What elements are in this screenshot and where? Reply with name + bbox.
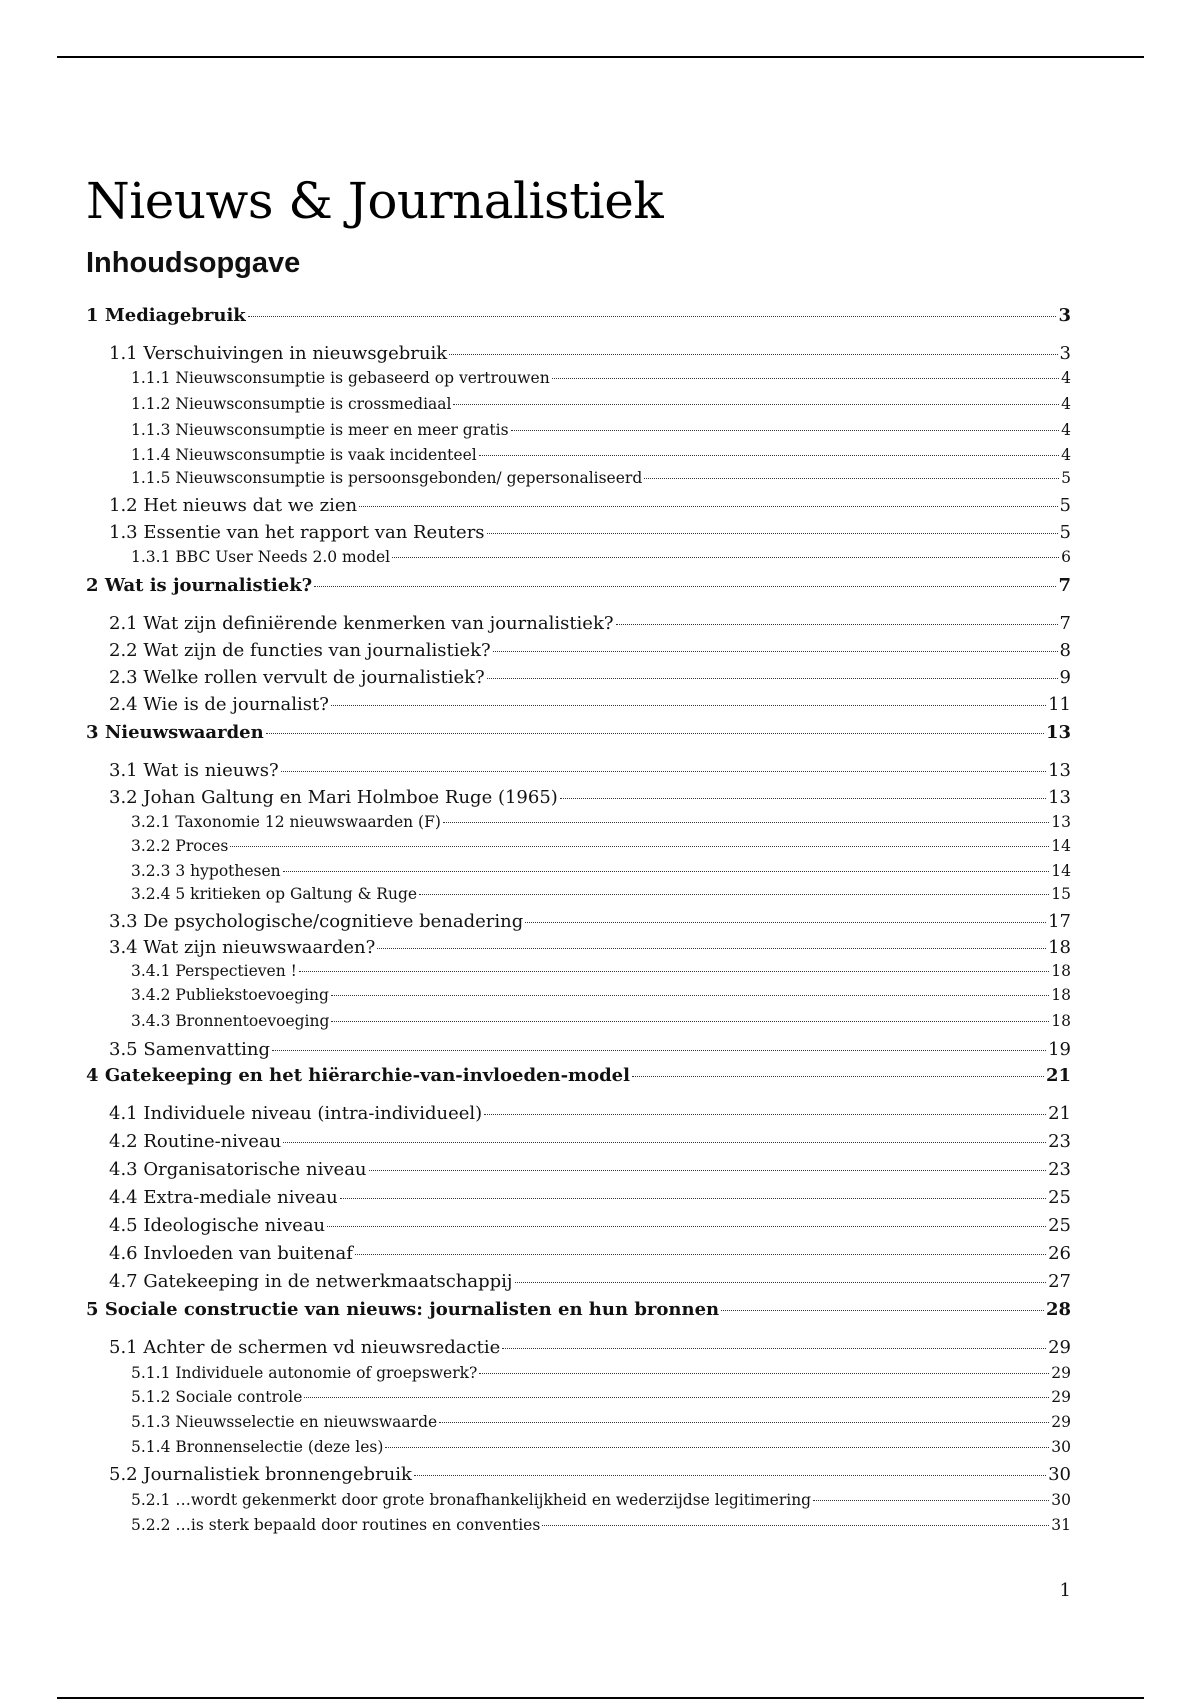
- toc-entry-text: Bronnenselectie (deze les): [175, 1438, 384, 1456]
- toc-entry-page: 21: [1048, 1103, 1071, 1124]
- toc-entry-page: 29: [1048, 1337, 1071, 1358]
- toc-entry[interactable]: [109, 1103, 1071, 1124]
- toc-entry-label: [131, 813, 441, 831]
- toc-entry-label: [109, 1243, 353, 1264]
- toc-entry-page: 7: [1059, 613, 1071, 634]
- toc-entry[interactable]: [109, 522, 1071, 543]
- toc-entry[interactable]: [131, 885, 1071, 903]
- toc-entry-label: [131, 986, 329, 1004]
- toc-entry-number: 2.4: [109, 694, 138, 715]
- toc-entry[interactable]: [131, 395, 1071, 413]
- toc-entry-label: [131, 421, 509, 439]
- toc-dot-leader: [525, 922, 1046, 923]
- toc-entry-label: [131, 548, 390, 566]
- toc-entry-number: 5.2.2: [131, 1516, 171, 1534]
- toc-entry-label: [109, 1271, 513, 1292]
- toc-entry-page: 21: [1045, 1065, 1071, 1086]
- toc-entry-text: Wat is journalistiek?: [104, 575, 313, 596]
- toc-entry[interactable]: [131, 469, 1071, 487]
- toc-dot-leader: [552, 378, 1059, 379]
- toc-entry-label: [109, 613, 614, 634]
- toc-entry-number: 5: [86, 1299, 99, 1320]
- toc-entry[interactable]: [131, 1516, 1071, 1534]
- page-number: 1: [1059, 1580, 1071, 1601]
- toc-entry-page: 29: [1051, 1388, 1071, 1406]
- toc-entry-number: 2.3: [109, 667, 138, 688]
- toc-entry-number: 4.6: [109, 1243, 138, 1264]
- toc-entry-number: 3: [86, 722, 99, 743]
- toc-entry-page: 29: [1051, 1413, 1071, 1431]
- toc-entry-text: Sociale constructie van nieuws: journalisten en hun bronnen: [104, 1299, 720, 1320]
- toc-entry-text: Wat is nieuws?: [143, 760, 279, 781]
- toc-entry-page: 5: [1059, 495, 1071, 516]
- toc-entry-text: Gatekeeping in de netwerkmaatschappij: [143, 1271, 513, 1292]
- toc-entry-text: Wat zijn definiërende kenmerken van journalistiek?: [143, 613, 614, 634]
- toc-entry-text: Wat zijn de functies van journalistiek?: [143, 640, 491, 661]
- toc-entry-number: 5.1.4: [131, 1438, 171, 1456]
- toc-entry-number: 1.3: [109, 522, 138, 543]
- toc-entry-text: Routine-niveau: [143, 1131, 282, 1152]
- toc-entry-label: [109, 1039, 270, 1060]
- toc-entry-label: [86, 575, 312, 596]
- toc-entry-page: 3: [1059, 343, 1071, 364]
- toc-entry-text: Proces: [175, 837, 229, 855]
- toc-dot-leader: [443, 822, 1049, 823]
- toc-entry-page: 31: [1051, 1516, 1071, 1534]
- toc-entry-text: BBC User Needs 2.0 model: [175, 548, 391, 566]
- toc-entry-number: 5.2.1: [131, 1491, 171, 1509]
- toc-entry-page: 26: [1048, 1243, 1071, 1264]
- toc-entry-number: 4.3: [109, 1159, 138, 1180]
- footer-rule: [57, 1697, 1144, 1699]
- toc-entry-text: Nieuwsconsumptie is crossmediaal: [175, 395, 452, 413]
- toc-entry-text: Wie is de journalist?: [143, 694, 329, 715]
- toc-entry[interactable]: [109, 911, 1071, 932]
- toc-dot-leader: [340, 1198, 1046, 1199]
- toc-dot-leader: [453, 404, 1059, 405]
- toc-entry-label: [109, 1159, 367, 1180]
- toc-entry-number: 4.7: [109, 1271, 138, 1292]
- toc-entry-page: 30: [1051, 1438, 1071, 1456]
- toc-entry[interactable]: [109, 787, 1071, 808]
- toc-dot-leader: [449, 354, 1057, 355]
- toc-dot-leader: [511, 430, 1060, 431]
- toc-entry-page: 13: [1048, 760, 1071, 781]
- toc-entry[interactable]: [109, 1215, 1071, 1236]
- toc-entry-page: 14: [1051, 837, 1071, 855]
- toc-entry-number: 4.4: [109, 1187, 138, 1208]
- toc-entry-page: 3: [1058, 305, 1071, 326]
- toc-entry-label: [109, 911, 523, 932]
- toc-entry[interactable]: [109, 640, 1071, 661]
- toc-entry-page: 5: [1059, 522, 1071, 543]
- toc-entry-page: 13: [1045, 722, 1071, 743]
- toc-entry-label: [109, 694, 329, 715]
- toc-entry-text: Nieuwswaarden: [104, 722, 264, 743]
- toc-entry-page: 19: [1048, 1039, 1071, 1060]
- toc-entry-label: [109, 667, 485, 688]
- toc-entry[interactable]: [131, 1388, 1071, 1406]
- toc-entry-label: [109, 1131, 281, 1152]
- toc-entry[interactable]: [109, 1464, 1071, 1485]
- toc-dot-leader: [283, 871, 1050, 872]
- toc-entry[interactable]: [109, 495, 1071, 516]
- toc-entry[interactable]: [109, 1131, 1071, 1152]
- header-rule: [57, 56, 1144, 58]
- toc-entry-number: 5.2: [109, 1464, 138, 1485]
- toc-entry-number: 3.2.2: [131, 837, 171, 855]
- toc-entry[interactable]: [109, 1159, 1071, 1180]
- toc-entry-label: [131, 1388, 302, 1406]
- toc-entry-label: [86, 1065, 630, 1086]
- toc-entry-label: [131, 1413, 437, 1431]
- toc-dot-leader: [419, 894, 1049, 895]
- toc-entry-page: 14: [1051, 862, 1071, 880]
- toc-entry-text: Nieuwsconsumptie is gebaseerd op vertrouwen: [175, 369, 550, 387]
- toc-entry-number: 4.1: [109, 1103, 138, 1124]
- toc-entry-number: 5.1: [109, 1337, 138, 1358]
- toc-entry-text: Bronnentoevoeging: [175, 1012, 330, 1030]
- toc-entry-text: Journalistiek bronnengebruik: [143, 1464, 412, 1485]
- toc-dot-leader: [359, 506, 1057, 507]
- toc-entry[interactable]: [131, 1012, 1071, 1030]
- toc-entry-label: [131, 446, 477, 464]
- toc-entry-number: 1: [86, 305, 99, 326]
- toc-entry-page: 4: [1061, 369, 1071, 387]
- toc-entry-page: 6: [1061, 548, 1071, 566]
- document-title: Nieuws & Journalistiek: [86, 172, 664, 230]
- toc-dot-leader: [515, 1282, 1047, 1283]
- toc-entry[interactable]: [109, 1187, 1071, 1208]
- toc-entry-number: 1.2: [109, 495, 138, 516]
- toc-entry-text: De psychologische/cognitieve benadering: [143, 911, 524, 932]
- toc-entry[interactable]: [109, 667, 1071, 688]
- toc-entry[interactable]: [131, 837, 1071, 855]
- toc-entry-label: [109, 787, 558, 808]
- toc-entry-number: 5.1.3: [131, 1413, 171, 1431]
- toc-entry[interactable]: [131, 1491, 1071, 1509]
- toc-entry-number: 4.2: [109, 1131, 138, 1152]
- toc-entry[interactable]: [131, 369, 1071, 387]
- toc-entry-text: Verschuivingen in nieuwsgebruik: [143, 343, 448, 364]
- toc-dot-leader: [487, 533, 1058, 534]
- toc-entry-label: [109, 760, 279, 781]
- toc-entry-text: Ideologische niveau: [143, 1215, 326, 1236]
- toc-entry[interactable]: [131, 986, 1071, 1004]
- toc-entry-text: Welke rollen vervult de journalistiek?: [143, 667, 485, 688]
- toc-entry-page: 13: [1051, 813, 1071, 831]
- toc-entry-label: [131, 862, 281, 880]
- toc-entry[interactable]: [131, 813, 1071, 831]
- toc-entry-label: [109, 522, 485, 543]
- toc-entry-text: 3 hypothesen: [175, 862, 281, 880]
- toc-entry-text: Samenvatting: [143, 1039, 270, 1060]
- toc-dot-leader: [369, 1170, 1047, 1171]
- toc-entry-page: 7: [1058, 575, 1071, 596]
- toc-entry-page: 18: [1048, 937, 1071, 958]
- toc-entry-number: 3.2: [109, 787, 138, 808]
- toc-entry-label: [86, 722, 264, 743]
- toc-entry-page: 28: [1045, 1299, 1071, 1320]
- toc-entry-label: [86, 1299, 719, 1320]
- toc-entry-text: Mediagebruik: [104, 305, 246, 326]
- toc-entry-page: 30: [1051, 1491, 1071, 1509]
- toc-entry-text: …is sterk bepaald door routines en conventies: [175, 1516, 541, 1534]
- toc-entry-label: [131, 837, 228, 855]
- toc-entry-page: 13: [1048, 787, 1071, 808]
- toc-entry-number: 3.1: [109, 760, 138, 781]
- toc-entry-label: [109, 937, 375, 958]
- toc-dot-leader: [813, 1500, 1049, 1501]
- toc-entry-text: Organisatorische niveau: [143, 1159, 367, 1180]
- toc-entry-page: 11: [1048, 694, 1071, 715]
- toc-entry-number: 2.1: [109, 613, 138, 634]
- toc-dot-leader: [493, 651, 1058, 652]
- toc-entry-number: 1.1.5: [131, 469, 171, 487]
- toc-entry[interactable]: [131, 446, 1071, 464]
- toc-entry-page: 18: [1051, 986, 1071, 1004]
- toc-entry[interactable]: [109, 1243, 1071, 1264]
- toc-entry-label: [86, 305, 246, 326]
- toc-dot-leader: [479, 455, 1059, 456]
- toc-entry[interactable]: [109, 613, 1071, 634]
- toc-entry-page: 4: [1061, 446, 1071, 464]
- toc-entry-text: Individuele niveau (intra-individueel): [143, 1103, 483, 1124]
- toc-entry[interactable]: [86, 575, 1071, 596]
- toc-entry-number: 2.2: [109, 640, 138, 661]
- document-page: [86, 165, 1071, 1534]
- toc-entry[interactable]: [109, 694, 1071, 715]
- toc-entry-label: [109, 343, 447, 364]
- toc-dot-leader: [327, 1226, 1046, 1227]
- toc-entry-text: Extra-mediale niveau: [143, 1187, 338, 1208]
- toc-entry-label: [109, 1337, 500, 1358]
- toc-entry-page: 8: [1059, 640, 1071, 661]
- toc-entry-label: [131, 885, 417, 903]
- toc-entry-number: 1.3.1: [131, 548, 171, 566]
- toc-entry-page: 5: [1061, 469, 1071, 487]
- toc-entry-text: Gatekeeping en het hiërarchie-van-invloeden-model: [104, 1065, 630, 1086]
- toc-dot-leader: [355, 1254, 1046, 1255]
- toc-dot-leader: [272, 1050, 1046, 1051]
- toc-dot-leader: [281, 771, 1046, 772]
- toc-dot-leader: [314, 586, 1056, 587]
- toc-dot-leader: [331, 705, 1046, 706]
- toc-entry-number: 3.2.4: [131, 885, 171, 903]
- toc-entry-number: 1.1.4: [131, 446, 171, 464]
- toc-entry[interactable]: [86, 722, 1071, 743]
- toc-entry-text: Nieuwsconsumptie is vaak incidenteel: [175, 446, 477, 464]
- toc-entry-label: [131, 395, 451, 413]
- toc-dot-leader: [230, 846, 1049, 847]
- toc-entry-page: 29: [1051, 1364, 1071, 1382]
- toc-entry-page: 15: [1051, 885, 1071, 903]
- toc-entry-text: Wat zijn nieuwswaarden?: [143, 937, 376, 958]
- toc-entry[interactable]: [86, 1065, 1071, 1086]
- toc-entry-page: 25: [1048, 1215, 1071, 1236]
- toc-dot-leader: [266, 733, 1044, 734]
- toc-dot-leader: [502, 1348, 1046, 1349]
- toc-dot-leader: [385, 1447, 1049, 1448]
- toc-entry-number: 3.4.3: [131, 1012, 171, 1030]
- toc-dot-leader: [487, 678, 1058, 679]
- toc-dot-leader: [644, 478, 1059, 479]
- toc-entry-page: 25: [1048, 1187, 1071, 1208]
- toc-entry[interactable]: [109, 1271, 1071, 1292]
- toc-entry-page: 27: [1048, 1271, 1071, 1292]
- toc-dot-leader: [331, 995, 1049, 996]
- toc-dot-leader: [283, 1142, 1046, 1143]
- toc-entry-number: 3.2.1: [131, 813, 171, 831]
- toc-entry-text: …wordt gekenmerkt door grote bronafhankelijkheid en wederzijdse legitimering: [175, 1491, 812, 1509]
- toc-dot-leader: [632, 1076, 1044, 1077]
- toc-entry-label: [109, 495, 357, 516]
- toc-entry-page: 18: [1051, 1012, 1071, 1030]
- toc-entry-text: Sociale controle: [175, 1388, 303, 1406]
- toc-entry[interactable]: [86, 305, 1071, 326]
- toc-entry[interactable]: [131, 421, 1071, 439]
- toc-entry-text: 5 kritieken op Galtung & Ruge: [175, 885, 418, 903]
- toc-entry-number: 3.5: [109, 1039, 138, 1060]
- toc-entry-number: 1.1.1: [131, 369, 171, 387]
- toc-entry-number: 2: [86, 575, 99, 596]
- toc-entry-label: [131, 1491, 811, 1509]
- toc-entry-page: 9: [1059, 667, 1071, 688]
- toc-dot-leader: [542, 1525, 1049, 1526]
- toc-entry-text: Taxonomie 12 nieuwswaarden (F): [175, 813, 441, 831]
- toc-entry[interactable]: [131, 862, 1071, 880]
- toc-dot-leader: [721, 1310, 1044, 1311]
- toc-entry-label: [131, 1516, 540, 1534]
- toc-dot-leader: [439, 1422, 1049, 1423]
- toc-entry-text: Johan Galtung en Mari Holmboe Ruge (1965): [143, 787, 558, 808]
- toc-entry[interactable]: [131, 548, 1071, 566]
- toc-entry-text: Nieuwsselectie en nieuwswaarde: [175, 1413, 438, 1431]
- toc-entry-page: 30: [1048, 1464, 1071, 1485]
- toc-dot-leader: [560, 798, 1046, 799]
- toc-entry-page: 23: [1048, 1159, 1071, 1180]
- toc-entry-number: 1.1.3: [131, 421, 171, 439]
- toc-entry-page: 4: [1061, 395, 1071, 413]
- toc-dot-leader: [304, 1397, 1049, 1398]
- toc-entry[interactable]: [86, 1299, 1071, 1320]
- toc-entry-number: 1.1: [109, 343, 138, 364]
- toc-entry-label: [131, 1438, 383, 1456]
- toc-entry-label: [109, 1464, 412, 1485]
- toc-entry[interactable]: [131, 1364, 1071, 1382]
- toc-dot-leader: [299, 971, 1049, 972]
- toc-entry-text: Perspectieven !: [175, 962, 297, 980]
- toc-entry-label: [131, 469, 642, 487]
- toc-entry-number: 4: [86, 1065, 99, 1086]
- toc-entry-page: 17: [1048, 911, 1071, 932]
- toc-dot-leader: [331, 1021, 1049, 1022]
- toc-entry-page: 18: [1051, 962, 1071, 980]
- toc-heading: Inhoudsopgave: [86, 247, 301, 279]
- toc-entry[interactable]: [109, 1039, 1071, 1060]
- toc-entry-text: Nieuwsconsumptie is meer en meer gratis: [175, 421, 509, 439]
- toc-entry-number: 3.2.3: [131, 862, 171, 880]
- toc-entry-text: Invloeden van buitenaf: [143, 1243, 353, 1264]
- toc-entry-label: [109, 640, 491, 661]
- toc-entry-label: [131, 962, 297, 980]
- toc-entry-text: Achter de schermen vd nieuwsredactie: [143, 1337, 501, 1358]
- toc-entry[interactable]: [131, 1413, 1071, 1431]
- toc-dot-leader: [248, 316, 1057, 317]
- toc-dot-leader: [392, 557, 1059, 558]
- toc-entry-label: [109, 1103, 482, 1124]
- toc-entry-text: Essentie van het rapport van Reuters: [143, 522, 485, 543]
- toc-entry-number: 3.4.2: [131, 986, 171, 1004]
- toc-entry-number: 1.1.2: [131, 395, 171, 413]
- toc-dot-leader: [377, 948, 1046, 949]
- toc-entry-label: [131, 369, 550, 387]
- toc-entry-label: [131, 1012, 329, 1030]
- toc-entry-number: 3.4: [109, 937, 138, 958]
- toc-entry-page: 4: [1061, 421, 1071, 439]
- toc-dot-leader: [484, 1114, 1046, 1115]
- toc-entry-number: 5.1.2: [131, 1388, 171, 1406]
- toc-entry-text: Nieuwsconsumptie is persoonsgebonden/ gepersonaliseerd: [175, 469, 643, 487]
- toc-dot-leader: [479, 1373, 1049, 1374]
- toc-entry-label: [109, 1215, 325, 1236]
- toc-entry[interactable]: [109, 760, 1071, 781]
- toc-entry[interactable]: [109, 937, 1071, 958]
- toc-dot-leader: [414, 1475, 1046, 1476]
- toc-entry-label: [131, 1364, 477, 1382]
- toc-entry-number: 3.4.1: [131, 962, 171, 980]
- toc-entry[interactable]: [131, 1438, 1071, 1456]
- toc-entry-number: 3.3: [109, 911, 138, 932]
- toc-entry-text: Individuele autonomie of groepswerk?: [175, 1364, 478, 1382]
- toc-entry-number: 4.5: [109, 1215, 138, 1236]
- toc-dot-leader: [616, 624, 1058, 625]
- toc-entry-text: Publiekstoevoeging: [175, 986, 329, 1004]
- toc-entry-label: [109, 1187, 338, 1208]
- toc-entry[interactable]: [131, 962, 1071, 980]
- toc-entry-page: 23: [1048, 1131, 1071, 1152]
- toc-entry-number: 5.1.1: [131, 1364, 171, 1382]
- toc-entry[interactable]: [109, 1337, 1071, 1358]
- toc-entry-text: Het nieuws dat we zien: [143, 495, 358, 516]
- toc-entry[interactable]: [109, 343, 1071, 364]
